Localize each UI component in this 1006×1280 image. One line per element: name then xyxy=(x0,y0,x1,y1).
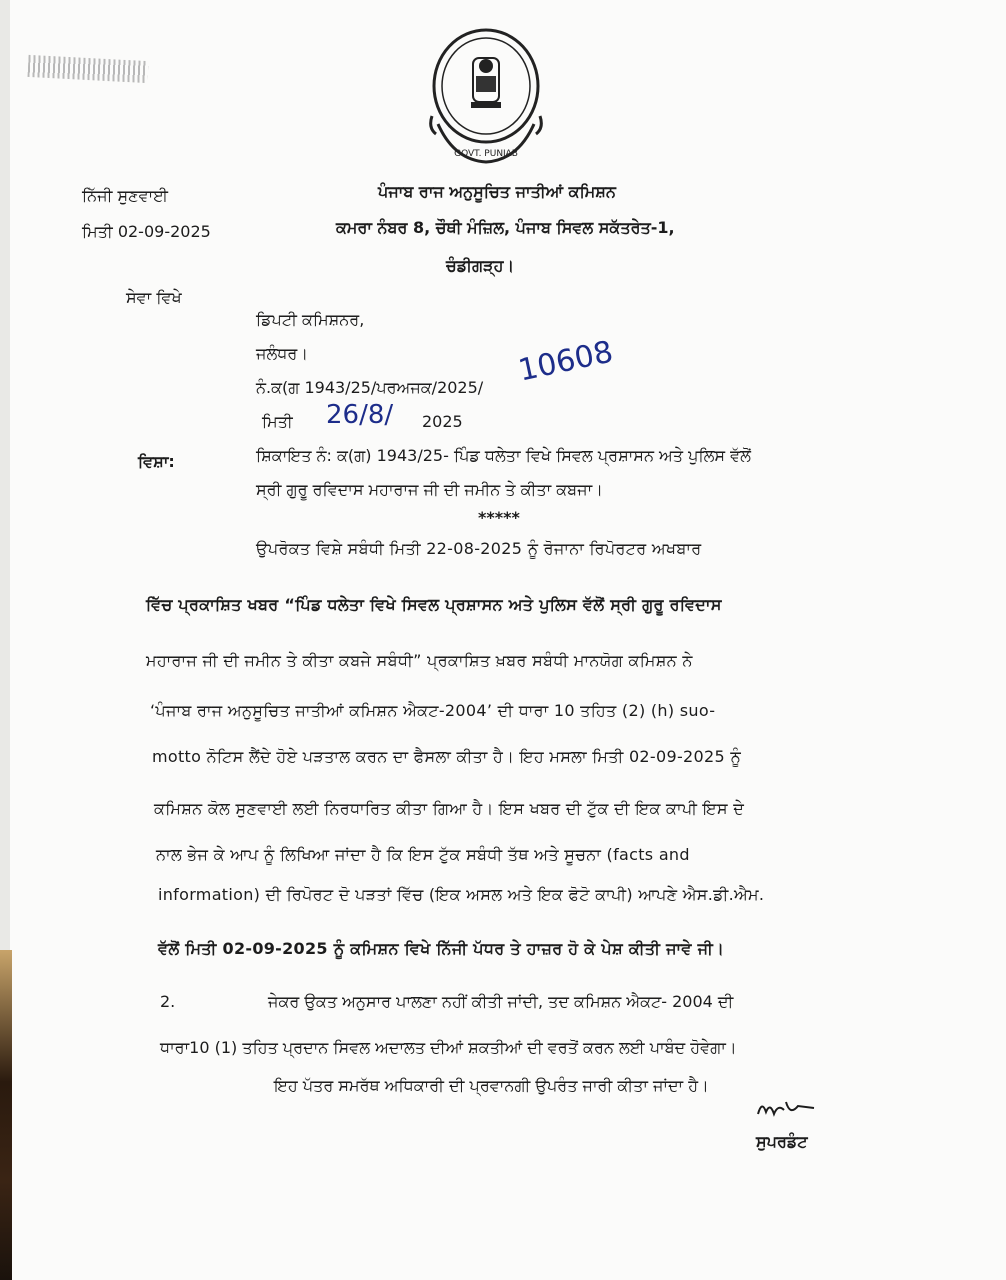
recipient-city: ਜਲੰਧਰ। xyxy=(256,344,309,363)
body-line: ਨਾਲ ਭੇਜ ਕੇ ਆਪ ਨੂੰ ਲਿਖਿਆ ਜਾਂਦਾ ਹੈ ਕਿ ਇਸ ਟੁੱਕ ਸਬੰਧੀ ਤੱਥ ਅਤੇ ਸੂਚਨਾ (facts and xyxy=(156,845,690,864)
body-line: information) ਦੀ ਰਿਪੋਰਟ ਦੋ ਪੜਤਾਂ ਵਿੱਚ (ਇਕ ਅਸਲ ਅਤੇ ਇਕ ਫੋਟੋ ਕਾਪੀ) ਆਪਣੇ ਐਸ.ਡੀ.ਐਮ. xyxy=(158,885,765,904)
subject-label: ਵਿਸ਼ਾ: xyxy=(138,452,175,471)
separator: ***** xyxy=(478,508,520,527)
para2-line-1: ਜੇਕਰ ਉਕਤ ਅਨੁਸਾਰ ਪਾਲਣਾ ਨਹੀਂ ਕੀਤੀ ਜਾਂਦੀ, ਤਦ ਕਮਿਸ਼ਨ ਐਕਟ- 2004 ਦੀ xyxy=(268,992,734,1011)
para2-line-2: ਧਾਰਾ10 (1) ਤਹਿਤ ਪ੍ਰਦਾਨ ਸਿਵਲ ਅਦਾਲਤ ਦੀਆਂ ਸ਼ਕਤੀਆਂ ਦੀ ਵਰਤੋਂ ਕਰਨ ਲਈ ਪਾਬੰਦ ਹੋਵੇਗਾ। xyxy=(160,1038,737,1057)
body-line: ਵਿੱਚ ਪ੍ਰਕਾਸ਼ਿਤ ਖਬਰ “ਪਿੰਡ ਧਲੇਤਾ ਵਿਖੇ ਸਿਵਲ ਪ੍ਰਸ਼ਾਸਨ ਅਤੇ ਪੁਲਿਸ ਵੱਲੋਂ ਸ੍ਰੀ ਗੁਰੂ ਰਵਿਦਾਸ xyxy=(146,595,722,614)
scan-smudge xyxy=(28,55,149,83)
para2-line-3: ਇਹ ਪੱਤਰ ਸਮਰੱਥ ਅਧਿਕਾਰੀ ਦੀ ਪ੍ਰਵਾਨਗੀ ਉਪਰੰਤ ਜਾਰੀ ਕੀਤਾ ਜਾਂਦਾ ਹੈ। xyxy=(274,1076,709,1095)
letter-date-year: 2025 xyxy=(422,412,463,431)
reference-number: ਨੰ.ਕ(ਗ 1943/25/ਪਰਅਜਕ/2025/ xyxy=(256,378,484,397)
letter-date-label: ਮਿਤੀ xyxy=(262,412,293,431)
handwritten-date: 26/8/ xyxy=(326,400,394,430)
office-address: ਕਮਰਾ ਨੰਬਰ 8, ਚੌਥੀ ਮੰਜ਼ਿਲ, ਪੰਜਾਬ ਸਿਵਲ ਸਕੱਤਰੇਤ-1, xyxy=(336,218,675,237)
para2-number: 2. xyxy=(160,992,176,1011)
body-line: ਉਪਰੋਕਤ ਵਿਸ਼ੇ ਸਬੰਧੀ ਮਿਤੀ 22-08-2025 ਨੂੰ ਰੋਜਾਨਾ ਰਿਪੋਰਟਰ ਅਖਬਾਰ xyxy=(256,539,702,558)
subject-line-2: ਸ੍ਰੀ ਗੁਰੂ ਰਵਿਦਾਸ ਮਹਾਰਾਜ ਜੀ ਦੀ ਜਮੀਨ ਤੇ ਕੀਤਾ ਕਬਜਾ। xyxy=(256,480,603,499)
scan-shadow xyxy=(0,950,12,1280)
body-line: ‘ਪੰਜਾਬ ਰਾਜ ਅਨੁਸੂਚਿਤ ਜਾਤੀਆਂ ਕਮਿਸ਼ਨ ਐਕਟ-2004’ ਦੀ ਧਾਰਾ 10 ਤਹਿਤ (2) (h) suo- xyxy=(150,701,716,720)
signature-mark xyxy=(754,1096,824,1126)
body-line: motto ਨੋਟਿਸ ਲੈਂਦੇ ਹੋਏ ਪੜਤਾਲ ਕਰਨ ਦਾ ਫੈਸਲਾ ਕੀਤਾ ਹੈ। ਇਹ ਮਸਲਾ ਮਿਤੀ 02-09-2025 ਨੂੰ xyxy=(152,747,742,766)
office-city: ਚੰਡੀਗੜ੍ਹ। xyxy=(446,256,515,275)
body-line: ਵੱਲੋਂ ਮਿਤੀ 02-09-2025 ਨੂੰ ਕਮਿਸ਼ਨ ਵਿਖੇ ਨਿੱਜੀ ਪੱਧਰ ਤੇ ਹਾਜ਼ਰ ਹੋ ਕੇ ਪੇਸ਼ ਕੀਤੀ ਜਾਵੇ ਜੀ। xyxy=(158,939,725,958)
office-name: ਪੰਜਾਬ ਰਾਜ ਅਨੁਸੂਚਿਤ ਜਾਤੀਆਂ ਕਮਿਸ਼ਨ xyxy=(378,182,616,201)
signatory-designation: ਸੁਪਰਡੰਟ xyxy=(756,1132,808,1151)
hearing-date: ਮਿਤੀ 02-09-2025 xyxy=(82,222,211,241)
subject-line-1: ਸ਼ਿਕਾਇਤ ਨੰ: ਕ(ਗ) 1943/25- ਪਿੰਡ ਧਲੇਤਾ ਵਿਖੇ ਸਿਵਲ ਪ੍ਰਸ਼ਾਸਨ ਅਤੇ ਪੁਲਿਸ ਵੱਲੋਂ xyxy=(256,446,751,465)
recipient-designation: ਡਿਪਟੀ ਕਮਿਸ਼ਨਰ, xyxy=(256,310,365,329)
body-line: ਮਹਾਰਾਜ ਜੀ ਦੀ ਜਮੀਨ ਤੇ ਕੀਤਾ ਕਬਜੇ ਸਬੰਧੀ” ਪ੍ਰਕਾਸ਼ਿਤ ਖ਼ਬਰ ਸਬੰਧੀ ਮਾਨਯੋਗ ਕਮਿਸ਼ਨ ਨੇ xyxy=(146,651,693,670)
handwritten-dispatch-number: 10608 xyxy=(515,334,617,389)
punjab-emblem-icon xyxy=(424,24,548,174)
hearing-label: ਨਿੱਜੀ ਸੁਣਵਾਈ xyxy=(82,186,169,205)
emblem-ring-text: GOVT. PUNJAB xyxy=(454,149,518,159)
salutation: ਸੇਵਾ ਵਿਖੇ xyxy=(126,288,182,307)
body-line: ਕਮਿਸ਼ਨ ਕੋਲ ਸੁਣਵਾਈ ਲਈ ਨਿਰਧਾਰਿਤ ਕੀਤਾ ਗਿਆ ਹੈ। ਇਸ ਖਬਰ ਦੀ ਟੁੱਕ ਦੀ ਇਕ ਕਾਪੀ ਇਸ ਦੇ xyxy=(154,799,745,818)
